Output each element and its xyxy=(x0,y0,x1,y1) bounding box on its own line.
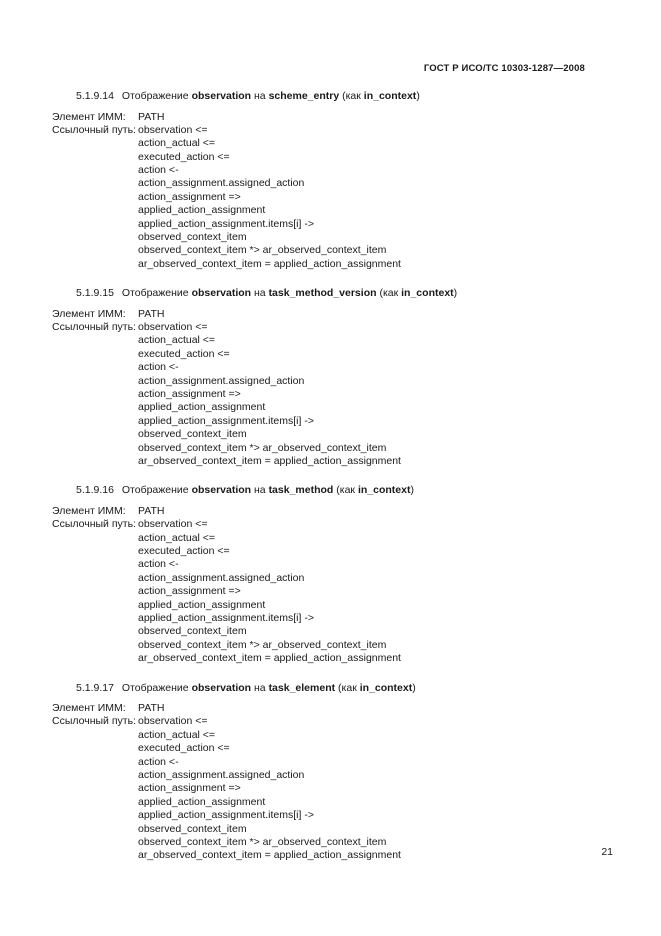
reference-path-line: action_actual <= xyxy=(138,531,216,544)
reference-path-first-line: observation <= xyxy=(138,715,208,728)
reference-path-line: action_actual <= xyxy=(138,137,216,150)
reference-path-line: action_actual <= xyxy=(138,728,216,741)
reference-path-line: action_assignment.assigned_action xyxy=(138,769,305,782)
clause-preposition: на xyxy=(254,90,266,102)
clause-target: task_method_version xyxy=(268,287,377,300)
clause-target: scheme_entry xyxy=(268,90,340,102)
page-number: 21 xyxy=(601,846,613,858)
section-spacer xyxy=(52,468,612,484)
reference-path-line: executed_action <= xyxy=(138,545,230,558)
clause-verb: Отображение xyxy=(121,681,189,694)
reference-path-line: action_assignment => xyxy=(138,190,241,203)
page-body xyxy=(52,90,612,879)
clause-number: 5.1.9.15 xyxy=(76,287,114,300)
clause-paren-open: (как xyxy=(342,90,361,102)
clause-preposition: на xyxy=(254,681,266,694)
reference-path-line: applied_action_assignment.items[i] -> xyxy=(138,414,314,427)
reference-path-first-line: observation <= xyxy=(138,123,208,136)
imm-element-label: Элемент ИММ: xyxy=(52,110,126,123)
reference-path-line: action <- xyxy=(138,558,179,571)
reference-path-line: action_assignment.assigned_action xyxy=(138,374,305,387)
reference-path-label: Ссылочный путь: xyxy=(52,123,136,136)
reference-path-label: Ссылочный путь: xyxy=(52,321,136,334)
reference-path-line: observed_context_item *> ar_observed_context_item xyxy=(138,244,387,257)
reference-path-line: ar_observed_context_item = applied_action_assignment xyxy=(138,849,401,862)
clause-definition-block xyxy=(52,505,612,666)
reference-path-label: Ссылочный путь: xyxy=(52,715,136,728)
reference-path-first-line: observation <= xyxy=(138,518,208,531)
clause-target: task_method xyxy=(268,484,334,497)
reference-path-line: applied_action_assignment.items[i] -> xyxy=(138,612,314,624)
reference-path-line: applied_action_assignment xyxy=(138,795,266,808)
clause-paren-close: ) xyxy=(416,90,420,102)
clause-paren-open: (как xyxy=(338,681,357,694)
clause-paren-close: ) xyxy=(410,484,414,497)
imm-element-row xyxy=(52,308,612,321)
reference-path-line: action_actual <= xyxy=(138,334,216,347)
clause-number: 5.1.9.14 xyxy=(76,90,114,102)
section-spacer xyxy=(52,863,612,879)
reference-path-line: ar_observed_context_item = applied_action_assignment xyxy=(138,652,401,665)
clause-verb: Отображение xyxy=(121,484,189,497)
reference-path-line: action <- xyxy=(138,361,179,374)
clause-subject: observation xyxy=(191,287,252,300)
clause-definition-block xyxy=(52,308,612,469)
clause-heading xyxy=(52,287,612,301)
clause-context: in_context xyxy=(401,287,454,300)
reference-path-line: applied_action_assignment xyxy=(138,401,266,414)
reference-path-row xyxy=(52,124,612,137)
imm-element-value: PATH xyxy=(138,504,165,517)
reference-path-line: action_assignment.assigned_action xyxy=(138,571,305,584)
clause-subject: observation xyxy=(191,484,252,497)
clause-context: in_context xyxy=(363,90,417,102)
clause-heading xyxy=(52,90,612,104)
reference-path-line: observed_context_item xyxy=(138,428,247,441)
reference-path-line: ar_observed_context_item = applied_action_assignment xyxy=(138,454,401,467)
section-spacer xyxy=(52,666,612,682)
clause-heading xyxy=(52,484,612,498)
clause-subject: observation xyxy=(191,681,252,694)
clause-section xyxy=(52,484,612,681)
imm-element-label: Элемент ИММ: xyxy=(52,702,126,715)
reference-path-label: Ссылочный путь: xyxy=(52,518,136,531)
reference-path-line: action_assignment => xyxy=(138,585,241,598)
reference-path-line: executed_action <= xyxy=(138,742,230,755)
reference-path-line: observed_context_item xyxy=(138,625,247,638)
clause-number: 5.1.9.17 xyxy=(76,681,114,694)
imm-element-row xyxy=(52,702,612,715)
clause-number: 5.1.9.16 xyxy=(76,484,114,497)
clause-section xyxy=(52,90,612,287)
clause-paren-close: ) xyxy=(453,287,458,300)
reference-path-line: action_assignment => xyxy=(138,388,241,401)
clause-preposition: на xyxy=(254,484,266,497)
reference-path-line: action_assignment.assigned_action xyxy=(138,177,305,190)
clause-paren-open: (как xyxy=(379,287,399,300)
imm-element-label: Элемент ИММ: xyxy=(52,504,126,517)
reference-path-line: action_assignment => xyxy=(138,782,241,795)
clause-verb: Отображение xyxy=(121,90,189,102)
clause-heading xyxy=(52,682,612,696)
clause-section xyxy=(52,287,612,484)
imm-element-row xyxy=(52,111,612,124)
clause-subject: observation xyxy=(191,90,252,102)
reference-path-line: observed_context_item xyxy=(138,231,247,244)
reference-path-row xyxy=(52,321,612,334)
imm-element-value: PATH xyxy=(138,307,165,320)
clause-paren-close: ) xyxy=(412,681,416,694)
clause-context: in_context xyxy=(357,484,411,497)
clause-verb: Отображение xyxy=(121,287,189,300)
running-head: ГОСТ Р ИСО/ТС 10303-1287—2008 xyxy=(423,63,585,74)
reference-path-first-line: observation <= xyxy=(138,321,208,334)
imm-element-row xyxy=(52,505,612,518)
imm-element-value: PATH xyxy=(138,702,165,715)
reference-path-line: action <- xyxy=(138,164,179,177)
reference-path-line: executed_action <= xyxy=(138,150,230,163)
reference-path-line: observed_context_item *> ar_observed_context_item xyxy=(138,638,387,651)
reference-path-line: applied_action_assignment.items[i] -> xyxy=(138,217,314,230)
clause-context: in_context xyxy=(359,681,413,694)
section-spacer xyxy=(52,271,612,287)
reference-path-line: ar_observed_context_item = applied_action_assignment xyxy=(138,257,401,270)
imm-element-label: Элемент ИММ: xyxy=(52,307,126,320)
clause-paren-open: (как xyxy=(336,484,356,497)
clause-section xyxy=(52,682,612,879)
imm-element-value: PATH xyxy=(138,110,165,123)
reference-path-line: observed_context_item xyxy=(138,822,247,835)
reference-path-line: applied_action_assignment xyxy=(138,598,266,611)
reference-path-line: applied_action_assignment xyxy=(138,204,266,217)
clause-target: task_element xyxy=(268,681,336,694)
reference-path-row xyxy=(52,518,612,531)
reference-path-line: observed_context_item *> ar_observed_context_item xyxy=(138,835,387,848)
reference-path-line: action <- xyxy=(138,755,179,768)
reference-path-line: executed_action <= xyxy=(138,347,230,360)
reference-path-line: observed_context_item *> ar_observed_context_item xyxy=(138,441,387,454)
reference-path-row xyxy=(52,715,612,728)
reference-path-line: applied_action_assignment.items[i] -> xyxy=(138,809,314,822)
clause-definition-block xyxy=(52,702,612,863)
clause-definition-block xyxy=(52,111,612,272)
clause-preposition: на xyxy=(254,287,266,300)
